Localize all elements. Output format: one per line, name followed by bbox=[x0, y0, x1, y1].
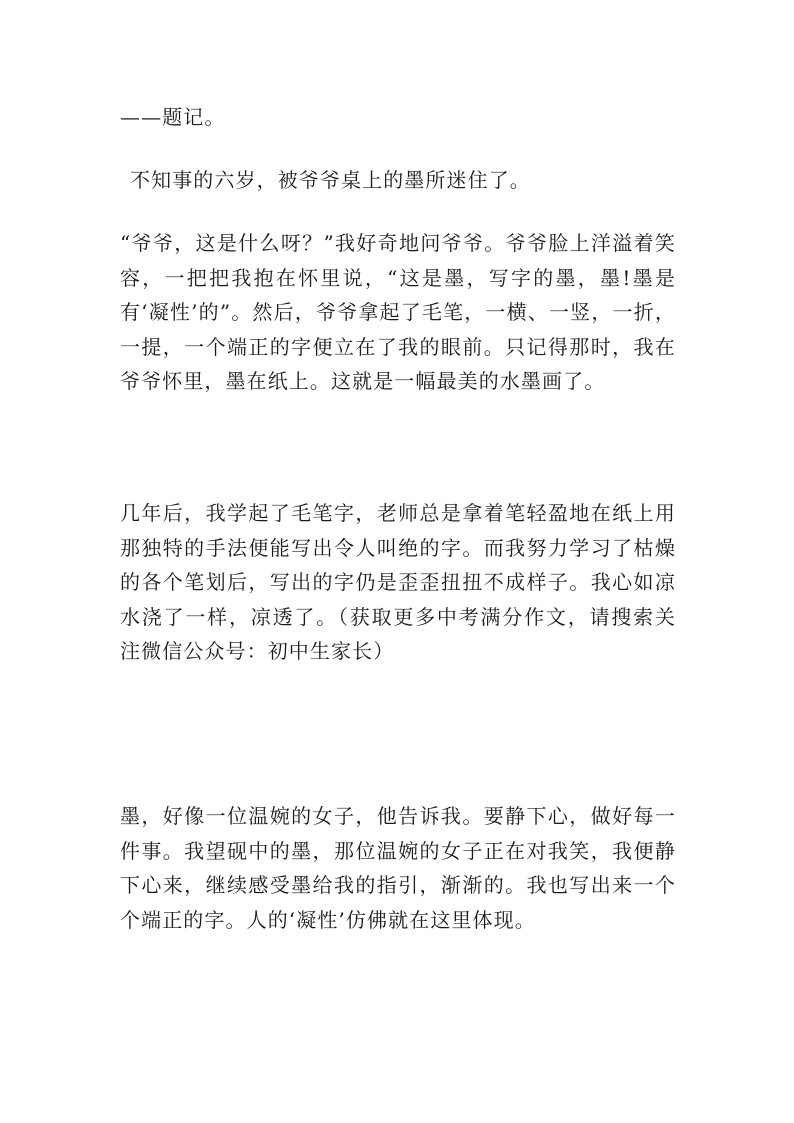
paragraph-opening: 不知事的六岁，被爷爷桌上的墨所迷住了。 bbox=[130, 168, 531, 192]
paragraph-learning-calligraphy: 几年后，我学起了毛笔字，老师总是拿着笔轻盈地在纸上用那独特的手法便能写出令人叫绝的字。而我努力学习了枯燥的各个笔划后，写出的字仍是歪歪扭扭不成样子。我心如凉水浇了一样，凉透了。（获取更多中考满分作文，请搜索关注微信公众号：初中生家长） bbox=[120, 501, 676, 663]
paragraph-ink-lesson: 墨，好像一位温婉的女子，他告诉我。要静下心，做好每一件事。我望砚中的墨，那位温婉的女子正在对我笑，我便静下心来，继续感受墨给我的指引，渐渐的。我也写出来一个个端正的字。人的‘凝性’仿佛就在这里体现。 bbox=[120, 804, 676, 932]
paragraph-grandpa-ink: “爷爷，这是什么呀？”我好奇地问爷爷。爷爷脸上洋溢着笑容，一把把我抱在怀里说，“这是墨，写字的墨，墨!墨是有‘凝性’的”。然后，爷爷拿起了毛笔，一横、一竖，一折，一提，一个端正的字便立在了我的眼前。只记得那时，我在爷爷怀里，墨在纸上。这就是一幅最美的水墨画了。 bbox=[120, 231, 676, 393]
epigraph-attribution: ——题记。 bbox=[120, 105, 226, 129]
